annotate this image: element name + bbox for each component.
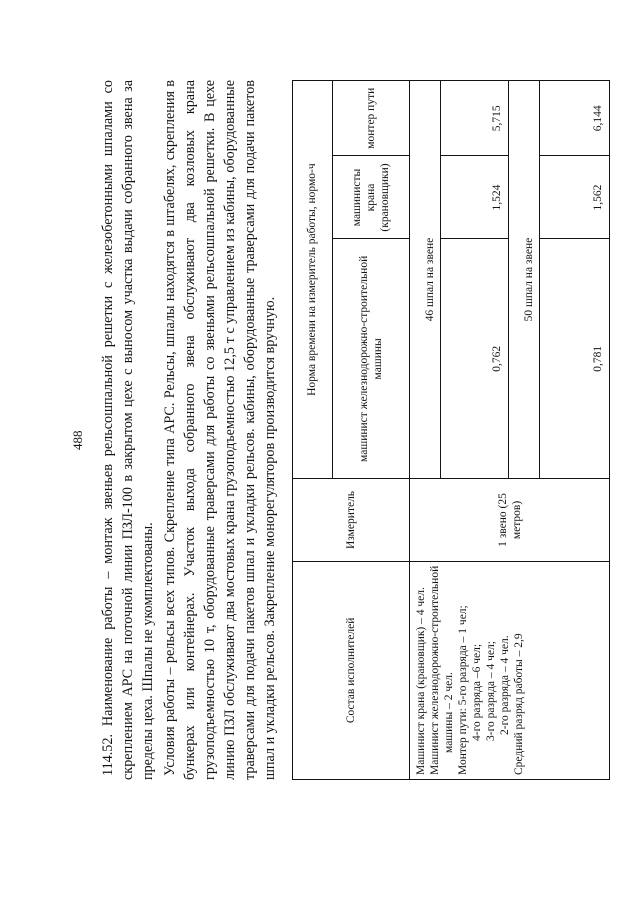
- value-track-46: 5,715: [440, 81, 508, 157]
- value-track-50: 6,144: [539, 81, 609, 157]
- subheader-50-sleepers: 50 шпал на звене: [509, 81, 540, 479]
- value-crane-46: 1,524: [440, 156, 508, 239]
- executor-line: Машинист железнодорожно-строительной: [429, 565, 442, 775]
- work-conditions-paragraph: Условия работы – рельсы всех типов. Скрепление типа АРС. Рельсы, шпалы находятся в штабелях, скрепления в бункерах или контейнерах. Участок выхода собранного звена обслуживают два козловых крана грузоподъемностью 10 т, оборудованные траверсами для работы со звеньями рельсошпальной решетки. В цехе линию ПЗЛ обслуживают два мостовых крана грузоподъемностью 12,5 т с управлением из кабины, оборудованные траверсами для подачи пакетов шпал и укладки рельсов. кабины, оборудованные траверсами для подачи пакетов шпал и укладки рельсов. Закрепление монорегуляторов производится вручную.: [162, 80, 278, 780]
- rotated-page: [60, 60, 620, 800]
- executor-line: 3-го разряда – 4 чел;: [485, 641, 498, 741]
- executor-line: 2-го разряда – 4 чел.: [499, 635, 512, 735]
- value-machinist-50: 0,781: [539, 239, 609, 479]
- value-machinist-46: 0,762: [440, 239, 508, 479]
- executor-line: 4-го разряда –6 чел;: [471, 643, 484, 741]
- header-crane-operators: машинисты крана (крановщики): [332, 156, 409, 239]
- meter-cell: 1 звено (25 метров): [410, 479, 610, 562]
- table-header-row: [293, 81, 333, 780]
- header-track-fitter: монтер пути: [332, 81, 409, 157]
- work-title-paragraph: 114.52. Наименование работы – монтаж звеньев рельсошпальной решетки с железобетонными шпалами со скреплением АРС на поточной линии ПЗЛ-100 в закрытом цехе с выносом участка выдачи собранного звена за пределы цеха. Шпалы не укомплектованы.: [100, 80, 156, 780]
- value-crane-50: 1,562: [539, 156, 609, 239]
- executor-line: машины – 2 чел.: [443, 672, 456, 753]
- header-executors: Состав исполнителей: [293, 561, 410, 779]
- header-meter: Измеритель: [293, 479, 410, 562]
- table-row: [410, 81, 441, 780]
- executor-line: Средний разряд работы – 2,9: [513, 633, 526, 775]
- header-norm: Норма времени на измеритель работы, нормо-ч: [293, 81, 333, 479]
- executor-line: Монтер пути: 5-го разряда – 1 чел;: [457, 605, 470, 775]
- time-norm-table: [292, 80, 610, 780]
- header-machinist: машинист железнодорожно-строительной машины: [332, 239, 409, 479]
- subheader-46-sleepers: 46 шпал на звене: [410, 81, 441, 479]
- page-number: 488: [70, 430, 85, 450]
- executor-line: Машинист крана (крановщик) – 4 чел.: [415, 587, 428, 775]
- executors-cell: [410, 561, 610, 779]
